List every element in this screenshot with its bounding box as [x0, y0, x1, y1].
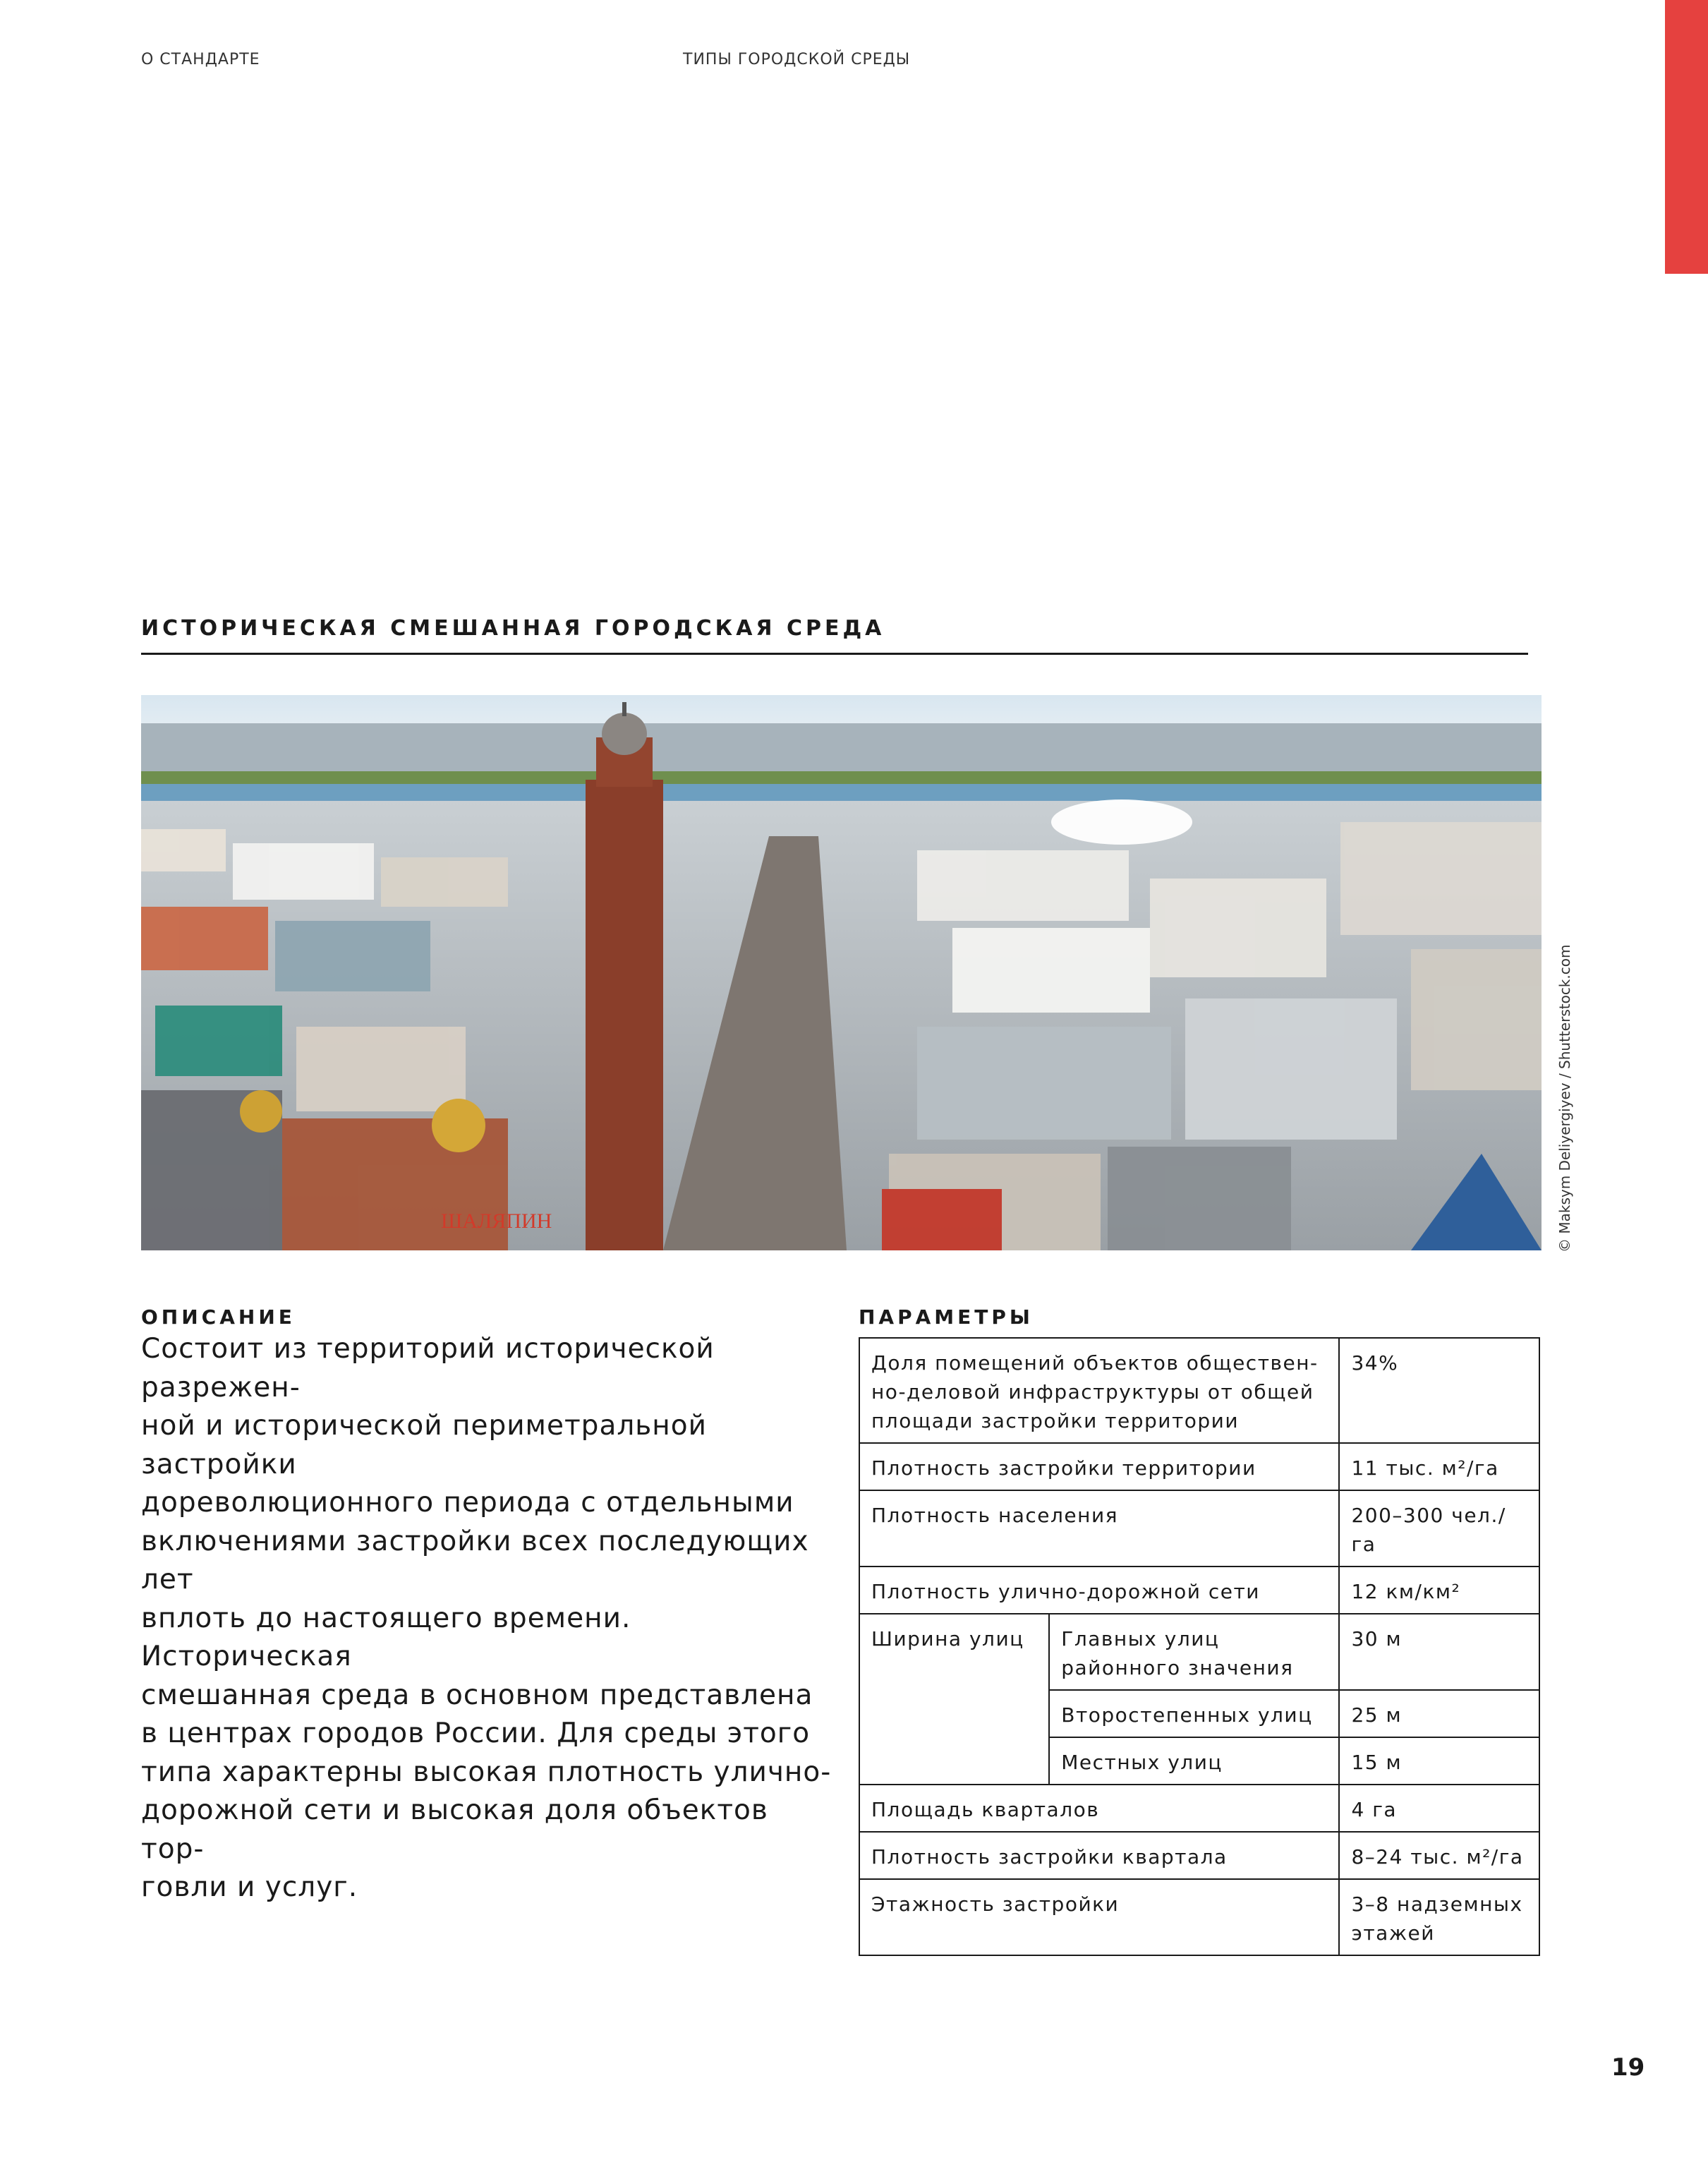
photo-greenery — [141, 771, 1542, 784]
photo-river — [141, 783, 1542, 803]
param-value: 3–8 надземных этажей — [1339, 1879, 1539, 1955]
param-value: 34% — [1339, 1338, 1539, 1443]
page-number: 19 — [1611, 2053, 1645, 2082]
param-label: Ширина улиц — [859, 1614, 1049, 1785]
param-value: 15 м — [1339, 1737, 1539, 1785]
section-divider — [141, 653, 1528, 655]
table-row — [859, 1832, 1539, 1879]
table-row — [859, 1443, 1539, 1490]
section-title: ИСТОРИЧЕСКАЯ СМЕШАННАЯ ГОРОДСКАЯ СРЕДА — [141, 616, 885, 641]
table-row — [859, 1879, 1539, 1955]
param-value: 12 км/км² — [1339, 1567, 1539, 1614]
table-row — [859, 1567, 1539, 1614]
param-value: 200–300 чел./га — [1339, 1490, 1539, 1567]
header-section-label: О СТАНДАРТЕ — [141, 51, 260, 68]
param-sub-label: Местных улиц — [1049, 1737, 1339, 1785]
chapter-color-tab — [1665, 0, 1708, 274]
table-row — [859, 1785, 1539, 1832]
photo-credit: © Maksym Deliyergiyev / Shutterstock.com — [1556, 944, 1573, 1252]
parameters-heading: ПАРАМЕТРЫ — [859, 1305, 1034, 1329]
param-sub-label: Главных улиц районного значения — [1049, 1614, 1339, 1690]
param-value: 8–24 тыс. м²/га — [1339, 1832, 1539, 1879]
table-row — [859, 1338, 1539, 1443]
photo-gold-dome — [432, 1099, 485, 1152]
description-heading: ОПИСАНИЕ — [141, 1305, 296, 1329]
header-chapter-label: ТИПЫ ГОРОДСКОЙ СРЕДЫ — [683, 51, 911, 68]
param-label: Плотность населения — [859, 1490, 1339, 1567]
parameters-table — [859, 1337, 1540, 1956]
table-row — [859, 1490, 1539, 1567]
param-value: 4 га — [1339, 1785, 1539, 1832]
param-label: Плотность застройки территории — [859, 1443, 1339, 1490]
photo-shop-sign: ШАЛЯПИН — [441, 1209, 552, 1233]
param-label: Этажность застройки — [859, 1879, 1339, 1955]
param-label: Площадь кварталов — [859, 1785, 1339, 1832]
param-sub-label: Второстепенных улиц — [1049, 1690, 1339, 1737]
param-label: Доля помещений объектов обществен- но-деловой инфраструктуры от общей площади застройки территории — [859, 1338, 1339, 1443]
description-text: Состоит из территорий исторической разрежен- ной и исторической периметральной застройки дореволюционного периода с отдельными включениями застройки всех последующих лет вплоть до настоящего времени. Историческая смешанная среда в основном представлена в центрах городов России. Для среды этого типа характерны высокая плотность улично- дорожной сети и высокая доля объектов тор- говли и услуг. — [141, 1333, 832, 1903]
param-value: 30 м — [1339, 1614, 1539, 1690]
param-label: Плотность застройки квартала — [859, 1832, 1339, 1879]
param-value: 25 м — [1339, 1690, 1539, 1737]
param-value: 11 тыс. м²/га — [1339, 1443, 1539, 1490]
param-label: Плотность улично-дорожной сети — [859, 1567, 1339, 1614]
city-panorama-photo — [141, 695, 1542, 1250]
photo-bell-tower — [586, 702, 663, 1250]
table-row — [859, 1614, 1539, 1690]
